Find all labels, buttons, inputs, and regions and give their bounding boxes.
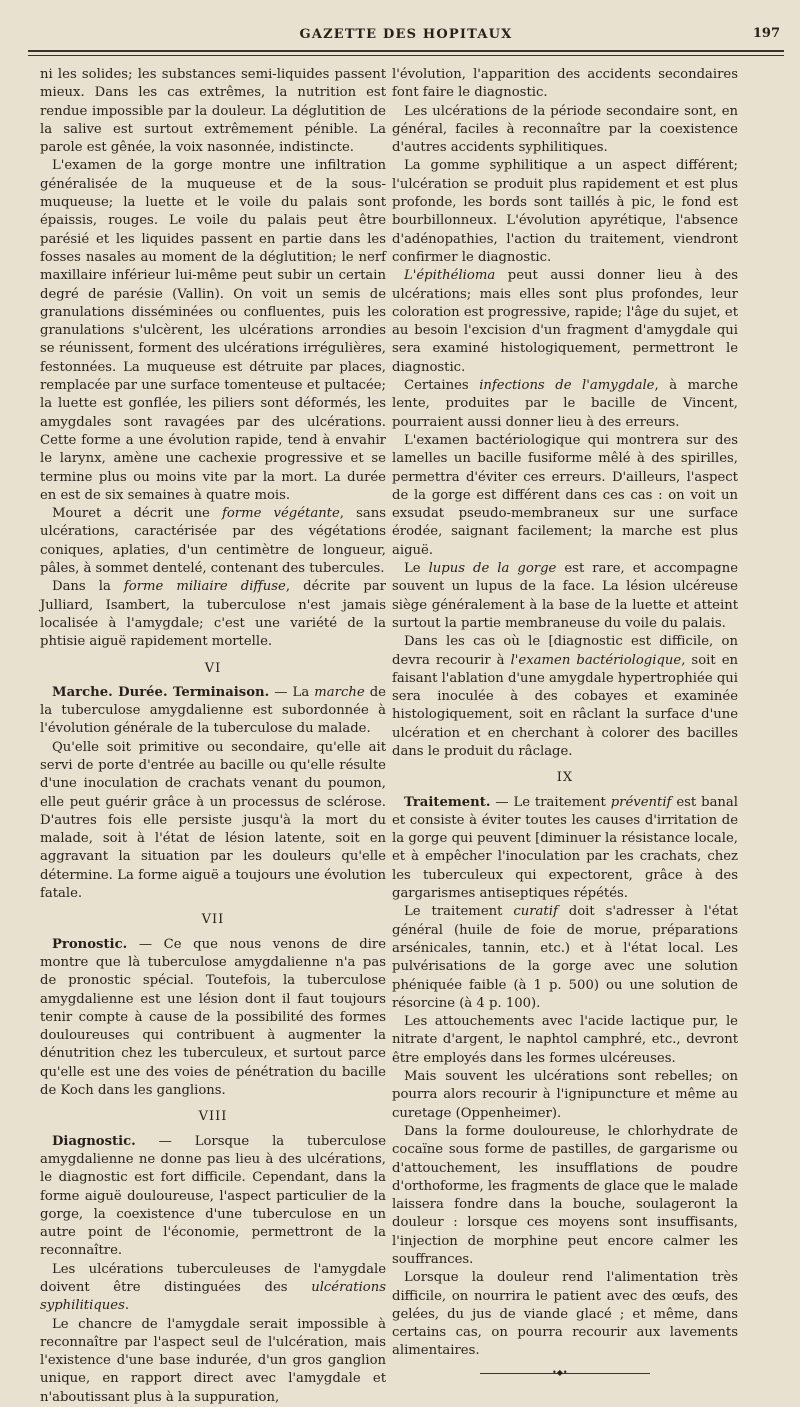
end-ornament: •◆• xyxy=(552,1367,568,1377)
paragraph: Les ulcérations tuberculeuses de l'amygdale doivent être distinguées des ulcérations syphilitiques. xyxy=(40,1261,386,1314)
paragraph: Le lupus de la gorge est rare, et accompagne souvent un lupus de la face. La lésion ulcéreuse siège généralement à la base de la luette et atteint surtout la partie membraneuse du voile du palais. xyxy=(392,561,738,631)
section-number: VI xyxy=(204,660,222,676)
paragraph: Les attouchements avec l'acide lactique pur, le nitrate d'argent, le naphtol camphré, etc., devront être employés dans les formes ulcéreuses. xyxy=(392,1014,738,1066)
header-rule-thin xyxy=(28,55,784,56)
paragraph: Dans les cas où le [diagnostic est difficile, on devra recourir à l'examen bactériologique, soit en faisant l'ablation d'une amygdale hypertrophiée qui sera inoculée à des cobayes et examinée histologiquement, soit en râclant la surface d'une ulcération et en cherchant à colorer des bacilles dans le produit du râclage. xyxy=(392,634,738,759)
section-heading: Diagnostic. xyxy=(52,1133,136,1149)
section-heading: Marche. Durée. Terminaison. xyxy=(52,684,270,700)
paragraph: Traitement. — Le traitement préventif est banal et consiste à éviter toutes les causes d'irritation de la gorge qui peuvent [diminuer la résistance locale, et à empêcher l'inoculation par les crachats, chez les tuberculeux qui expectorent, grâce à des gargarismes antiseptiques répétés. xyxy=(392,794,739,902)
section-heading: Pronostic. xyxy=(52,936,128,952)
paragraph: L'examen de la gorge montre une infiltration généralisée de la muqueuse et de la sous-muqueuse; la luette et le voile du palais sont épaissis, rouges. Le voile du palais peut être parésié et les liquides passent en partie dans les fosses nasales au moment de la déglutition; le nerf maxillaire inférieur lui-même peut subir un certain degré de parésie (Vallin). On voit un semis de granulations disséminées ou confluentes, puis les granulations s'ulcèrent, les ulcérations arrondies se réunissent, forment des ulcérations irrégulières, festonnées. La muqueuse est détruite par places, remplacée par une surface tomenteuse et pultacée; la luette est gonflée, les piliers sont déformés, les amygdales sont ravagées par des ulcérations. Cette forme a une évolution rapide, tend à envahir le larynx, amène une cachexie progressive et se termine plus ou moins vite par la mort. La durée en est de six semaines à quatre mois. xyxy=(40,158,386,503)
paragraph: Diagnostic. — Lorsque la tuberculose amygdalienne ne donne pas lieu à des ulcérations, le diagnostic est fort difficile. Cependant, dans la forme aiguë douloureuse, l'aspect particulier de la gorge, la coexistence d'une tuberculose en un autre point de l'économie, permettront de la reconnaître. xyxy=(40,1133,386,1259)
header-rule-thick xyxy=(28,50,784,52)
paragraph: Les ulcérations de la période secondaire sont, en général, faciles à reconnaître par la coexistence d'autres accidents syphilitiques. xyxy=(392,103,738,156)
section-number: VIII xyxy=(198,1109,228,1125)
paragraph: La gomme syphilitique a un aspect différent; l'ulcération se produit plus rapidement et est plus profonde, les bords sont taillés à pic, le fond est bourbillonneux. L'évolution apyrétique, l'absence d'adénopathies, l'action du traitement, viendront confirmer le diagnostic. xyxy=(392,158,738,265)
page-number: 197 xyxy=(752,26,780,41)
section-number: IX xyxy=(556,770,574,786)
paragraph: l'évolution, l'apparition des accidents secondaires font faire le diagnostic. xyxy=(392,67,738,101)
end-of-article-rule xyxy=(480,1367,650,1377)
page-header xyxy=(28,22,784,46)
right-column xyxy=(392,66,739,1377)
paragraph: Le chancre de l'amygdale serait impossible à reconnaître par l'aspect seul de l'ulcération, mais l'existence d'une base indurée, d'un gros ganglion unique, en rapport direct avec l'amygdale et n'aboutissant plus à la suppuration, xyxy=(40,1316,386,1405)
paragraph: L'épithélioma peut aussi donner lieu à des ulcérations; mais elles sont plus profondes, leur coloration est progressive, rapide; l'âge du sujet, et au besoin l'excision d'un fragment d'amygdale qui sera examiné histologiquement, permettront le diagnostic. xyxy=(392,268,738,375)
section-number: VII xyxy=(201,912,225,928)
paragraph: Lorsque la douleur rend l'alimentation très difficile, on nourrira le patient avec des œufs, des gelées, du jus de viande glacé ; et même, dans certains cas, on pourra recourir aux lavements alimentaires. xyxy=(392,1270,738,1359)
journal-title: GAZETTE DES HOPITAUX xyxy=(299,27,513,42)
paragraph: Certaines infections de l'amygdale, à marche lente, produites par le bacille de Vincent, pourraient aussi donner lieu à des erreurs. xyxy=(392,378,738,430)
paragraph: Le traitement curatif doit s'adresser à l'état général (huile de foie de morue, préparations arsénicales, tannin, etc.) et à l'état local. Les pulvérisations de la gorge avec une solution phéniquée faible (à 1 p. 500) ou une solution de résorcine (à 4 p. 100). xyxy=(392,904,738,1011)
paragraph: Qu'elle soit primitive ou secondaire, qu'elle ait servi de porte d'entrée au bacille ou qu'elle résulte d'une inoculation de crachats venant du poumon, elle peut guérir grâce à un processus de sclérose. D'autres fois elle persiste jusqu'à la mort du malade, soit à l'état de lésion latente, soit en aggravant la situation par les douleurs qu'elle détermine. La forme aiguë a toujours une évolution fatale. xyxy=(40,739,386,902)
paragraph: Dans la forme douloureuse, le chlorhydrate de cocaïne sous forme de pastilles, de gargarisme ou d'attouchement, les insufflations de poudre d'orthoforme, les fragments de glace que le malade laissera fondre dans la bouche, soulageront la douleur : lorsque ces moyens sont insuffisants, l'injection de morphine peut encore calmer les souffrances. xyxy=(392,1123,738,1267)
left-column xyxy=(40,66,386,1407)
paragraph: ni les solides; les substances semi-liquides passent mieux. Dans les cas extrêmes, la nutrition est rendue impossible par la douleur. La déglutition de la salive est surtout extrêmement pénible. La parole est gênée, la voix nasonnée, indistincte. xyxy=(40,67,386,156)
section-heading: Traitement. xyxy=(404,794,491,810)
paragraph: L'examen bactériologique qui montrera sur des lamelles un bacille fusiforme mêlé à des spirilles, permettra d'éviter ces erreurs. D'ailleurs, l'aspect de la gorge est différent dans ces cas : on voit un exsudat pseudo-membraneux sur une surface érodée, saignant facilement; la marche est plus aiguë. xyxy=(392,432,738,558)
paragraph: Dans la forme miliaire diffuse, décrite par Julliard, Isambert, la tuberculose n'est jamais localisée à l'amygdale; c'est une variété de la phtisie aiguë rapidement mortelle. xyxy=(40,579,386,650)
paragraph: Marche. Durée. Terminaison. — La marche de la tuberculose amygdalienne est subordonnée à l'évolution générale de la tuberculose du malade. xyxy=(40,684,386,737)
paragraph: Pronostic. — Ce que nous venons de dire montre que là tuberculose amygdalienne n'a pas de pronostic spécial. Toutefois, la tuberculose amygdalienne est une lésion dont il faut toujours tenir compte à cause de la possibilité des formes douloureuses qui contribuent à augmenter la dénutrition chez les tuberculeux, et surtout parce qu'elle est une des voies de pénétration du bacille de Koch dans les ganglions. xyxy=(40,936,386,1099)
paragraph: Mais souvent les ulcérations sont rebelles; on pourra alors recourir à l'ignipuncture et même au curetage (Oppenheimer). xyxy=(392,1069,738,1121)
paragraph: Mouret a décrit une forme végétante, sans ulcérations, caractérisée par des végétations coniques, aplaties, d'un centimètre de longueur, pâles, à sommet dentelé, contenant des tubercules. xyxy=(40,506,387,577)
